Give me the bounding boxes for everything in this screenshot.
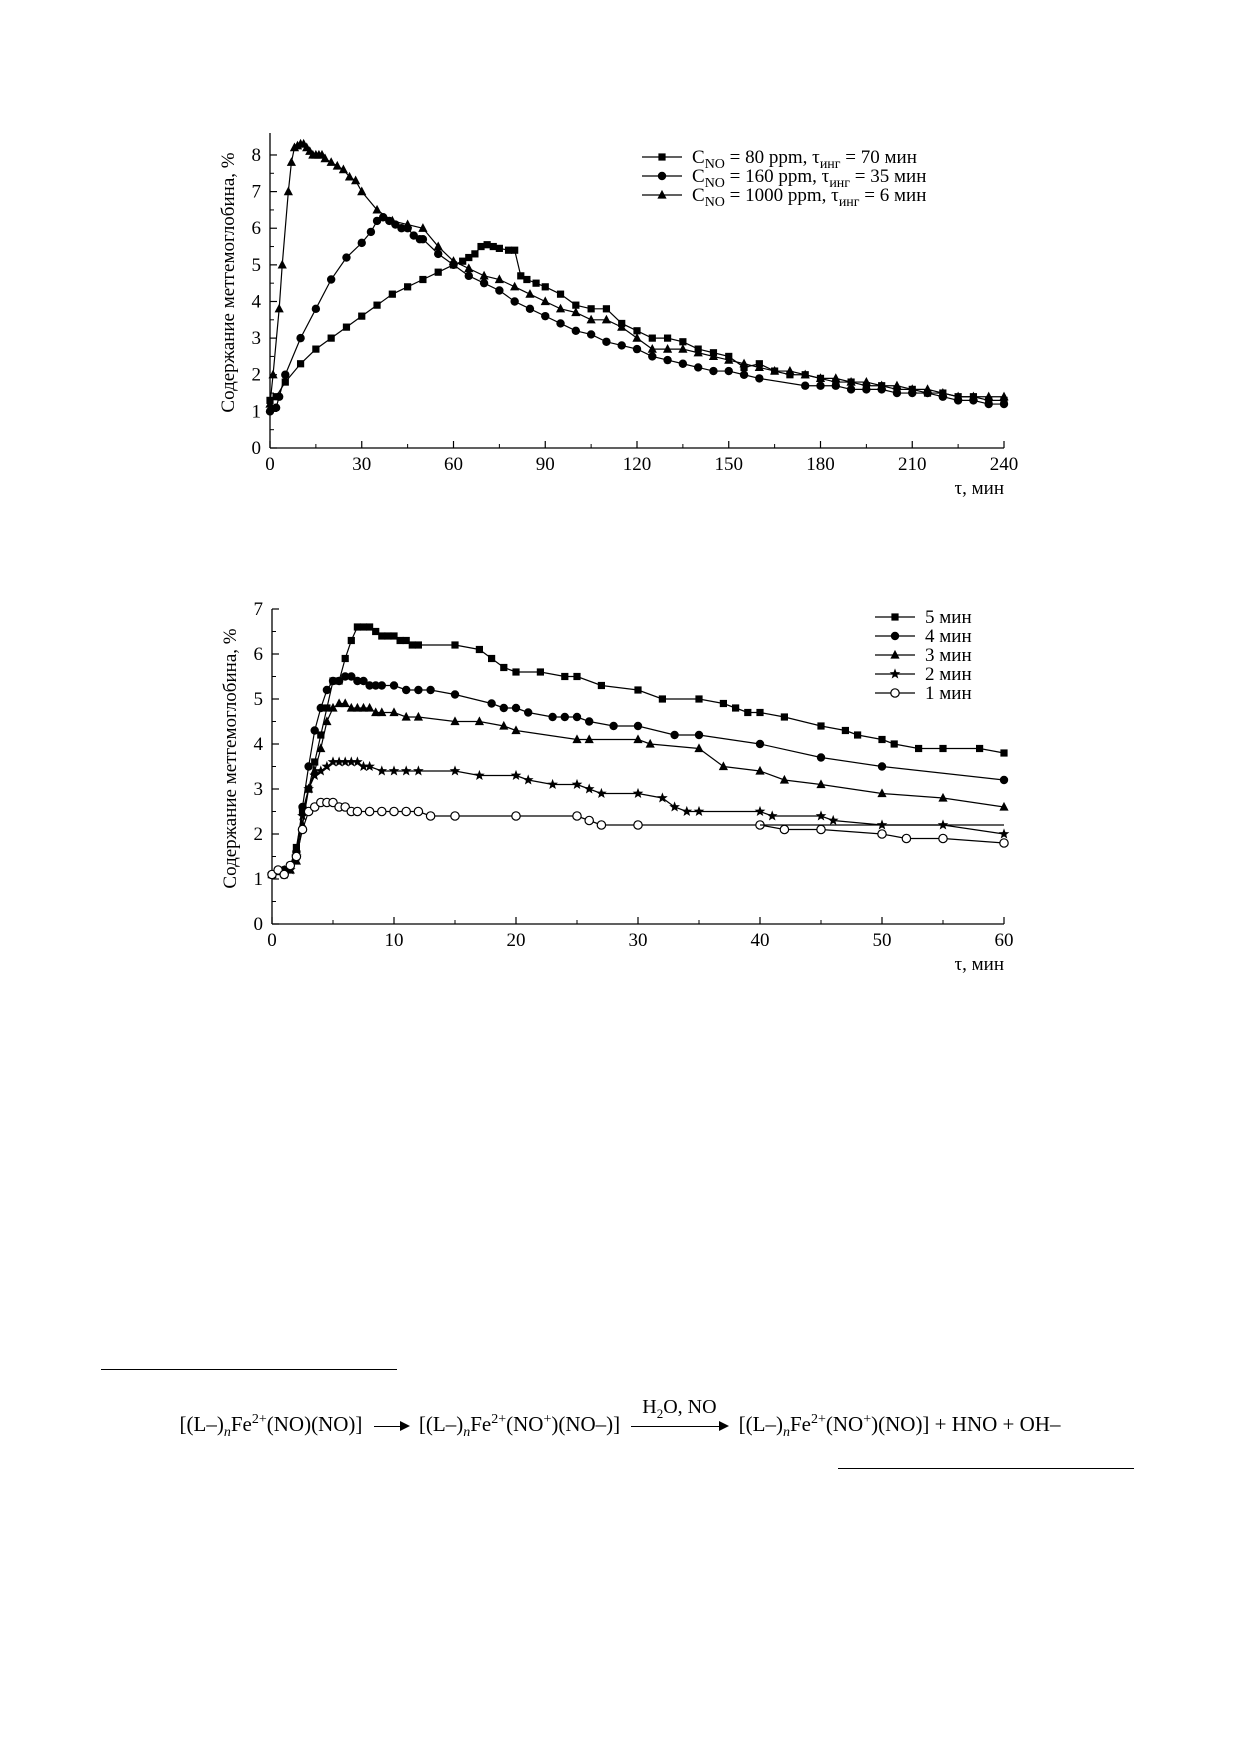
data-point (780, 825, 788, 833)
y-tick-label: 3 (253, 779, 263, 800)
y-tick-label: 0 (253, 914, 263, 935)
data-point (286, 861, 294, 869)
data-point (781, 713, 788, 720)
y-tick-label: 5 (251, 254, 261, 276)
legend-marker (890, 650, 899, 659)
data-point (561, 713, 569, 721)
data-point (378, 681, 386, 689)
x-tick-label: 50 (872, 930, 892, 951)
data-point (572, 779, 583, 789)
x-tick-label: 60 (444, 454, 463, 475)
data-point (402, 807, 410, 815)
x-axis-label: τ, мин (954, 478, 1004, 499)
data-point (878, 830, 886, 838)
reaction-arrow-2 (631, 1395, 727, 1427)
data-point (512, 812, 520, 820)
y-tick-label: 2 (251, 364, 261, 386)
data-point (597, 821, 605, 829)
x-tick-label: 40 (750, 930, 770, 951)
data-point (756, 740, 764, 748)
data-point (695, 695, 702, 702)
legend-marker (891, 689, 899, 697)
data-point (547, 779, 558, 789)
data-point (1000, 839, 1008, 847)
x-tick-label: 30 (628, 930, 648, 951)
data-point (414, 712, 423, 721)
data-point (413, 765, 424, 775)
data-point (670, 731, 678, 739)
data-point (475, 716, 484, 725)
legend-label: 4 мин (925, 626, 972, 647)
data-point (377, 707, 386, 716)
x-tick-label: 0 (265, 454, 275, 475)
y-tick-label: 6 (251, 218, 261, 240)
y-tick-label: 2 (253, 824, 263, 845)
data-point (311, 726, 319, 734)
y-tick-label: 4 (253, 734, 263, 755)
data-point (304, 762, 312, 770)
y-tick-label: 3 (251, 328, 261, 350)
data-point (414, 807, 422, 815)
data-point (584, 783, 595, 793)
x-tick-label: 150 (714, 454, 743, 475)
data-point (365, 703, 374, 712)
series-2 (268, 672, 1008, 878)
data-point (451, 641, 458, 648)
data-point (609, 722, 617, 730)
legend-label: 2 мин (925, 664, 972, 685)
y-tick-label: 1 (253, 869, 263, 890)
data-point (365, 807, 373, 815)
data-point (817, 825, 825, 833)
data-point (976, 745, 983, 752)
data-point (317, 704, 325, 712)
y-tick-label: 7 (251, 181, 261, 203)
reaction-equation: $[(L-)_nFe^{2+}(NO)(NO)]$ $[(L-)_nFe^{2+}(NO^+)(NO-)]$ $H_2O$, NO $[(L-)_nFe^{2+}(NO^+)(NO)]$ + HNO + OH– (179, 1395, 1061, 1441)
y-tick-label: 8 (251, 144, 261, 166)
data-point (474, 770, 485, 780)
x-tick-label: 90 (535, 454, 555, 475)
x-tick-label: 240 (989, 454, 1019, 475)
data-point (537, 668, 544, 675)
data-point (451, 690, 459, 698)
x-tick-label: 120 (622, 454, 652, 475)
data-point (902, 834, 910, 842)
data-point (732, 704, 739, 711)
data-point (292, 852, 300, 860)
data-point (939, 745, 946, 752)
data-point (939, 834, 947, 842)
data-point (659, 695, 666, 702)
legend-label: $C_{NO} = 80$ ppm, $\tau_{инг} = 70$ мин (692, 147, 917, 172)
y-axis-label: Содержание метгемоглобина, % (220, 628, 241, 889)
legend (875, 607, 972, 704)
y-tick-label: 4 (251, 291, 261, 313)
footnote-rule-left (101, 1369, 397, 1370)
data-point (573, 812, 581, 820)
data-point (390, 681, 398, 689)
x-tick-label: 10 (384, 930, 404, 951)
data-point (854, 731, 861, 738)
y-axis-label: Содержание метгемоглобина, % (218, 152, 239, 413)
data-point (891, 740, 898, 747)
data-point (323, 686, 331, 694)
data-point (451, 812, 459, 820)
x-tick-label: 0 (267, 930, 277, 951)
data-point (511, 770, 522, 780)
y-tick-label: 0 (251, 438, 261, 459)
data-point (573, 713, 581, 721)
data-point (719, 761, 728, 770)
data-point (633, 734, 642, 743)
series-line (272, 627, 1004, 875)
series-1 (268, 623, 1007, 878)
data-point (548, 713, 556, 721)
footnote-rule-right (838, 1468, 1134, 1469)
data-point (415, 641, 422, 648)
data-point (598, 682, 605, 689)
data-point (353, 807, 361, 815)
data-point (376, 765, 387, 775)
data-point (634, 686, 641, 693)
data-point (755, 806, 766, 816)
data-point (523, 774, 534, 784)
legend-marker (891, 632, 899, 640)
data-point (999, 828, 1010, 838)
data-point (596, 788, 607, 798)
x-tick-label: 30 (352, 454, 372, 475)
series-line (272, 762, 1004, 875)
series-line (272, 677, 1004, 875)
legend-label: 5 мин (925, 607, 972, 628)
data-point (744, 709, 751, 716)
x-tick-label: 20 (506, 930, 526, 951)
data-point (720, 700, 727, 707)
data-point (389, 765, 400, 775)
data-point (450, 765, 461, 775)
data-point (414, 686, 422, 694)
data-point (1000, 776, 1008, 784)
data-point (426, 812, 434, 820)
y-tick-label: 1 (251, 401, 261, 423)
data-point (842, 727, 849, 734)
data-point (767, 810, 778, 820)
data-point (512, 668, 519, 675)
series-5 (268, 798, 1008, 878)
y-tick-label: 5 (253, 689, 263, 710)
data-point (524, 708, 532, 716)
data-point (298, 825, 306, 833)
data-point (828, 815, 839, 825)
y-tick-label: 7 (253, 599, 263, 620)
data-point (817, 722, 824, 729)
data-point (694, 806, 705, 816)
legend-label: $C_{NO} = 160$ ppm, $\tau_{инг} = 35$ мин (692, 166, 927, 191)
x-tick-label: 210 (898, 454, 927, 475)
data-point (401, 765, 412, 775)
data-point (342, 655, 349, 662)
data-point (669, 801, 680, 811)
y-tick-label: 6 (253, 644, 263, 665)
data-point (634, 722, 642, 730)
data-point (426, 686, 434, 694)
data-point (348, 637, 355, 644)
data-point (500, 704, 508, 712)
data-point (390, 807, 398, 815)
data-point (585, 734, 594, 743)
data-point (280, 870, 288, 878)
data-point (816, 810, 827, 820)
data-point (878, 736, 885, 743)
reaction-arrow-1 (374, 1426, 408, 1427)
data-point (476, 646, 483, 653)
data-point (681, 806, 692, 816)
arrow-label: $H_2O$, NO (642, 1395, 717, 1421)
legend-marker (891, 613, 898, 620)
legend-marker (890, 668, 901, 678)
data-point (695, 731, 703, 739)
data-point (817, 753, 825, 761)
data-point (878, 762, 886, 770)
x-tick-label: 60 (994, 930, 1014, 951)
data-point (634, 821, 642, 829)
data-point (500, 664, 507, 671)
legend-label: $C_{NO} = 1000$ ppm, $\tau_{инг} = 6$ мин (692, 185, 927, 210)
x-tick-label: 180 (806, 454, 835, 475)
data-point (487, 699, 495, 707)
data-point (915, 745, 922, 752)
series-4 (267, 756, 1010, 879)
legend-label: 1 мин (925, 683, 972, 704)
data-point (1000, 749, 1007, 756)
data-point (378, 807, 386, 815)
data-point (561, 673, 568, 680)
data-point (585, 816, 593, 824)
legend-label: 3 мин (925, 645, 972, 666)
data-point (512, 704, 520, 712)
data-point (488, 655, 495, 662)
data-point (633, 788, 644, 798)
data-point (341, 698, 350, 707)
data-point (402, 686, 410, 694)
x-axis-label: τ, мин (954, 954, 1004, 975)
data-point (585, 717, 593, 725)
data-point (573, 673, 580, 680)
data-point (389, 707, 398, 716)
data-point (756, 709, 763, 716)
